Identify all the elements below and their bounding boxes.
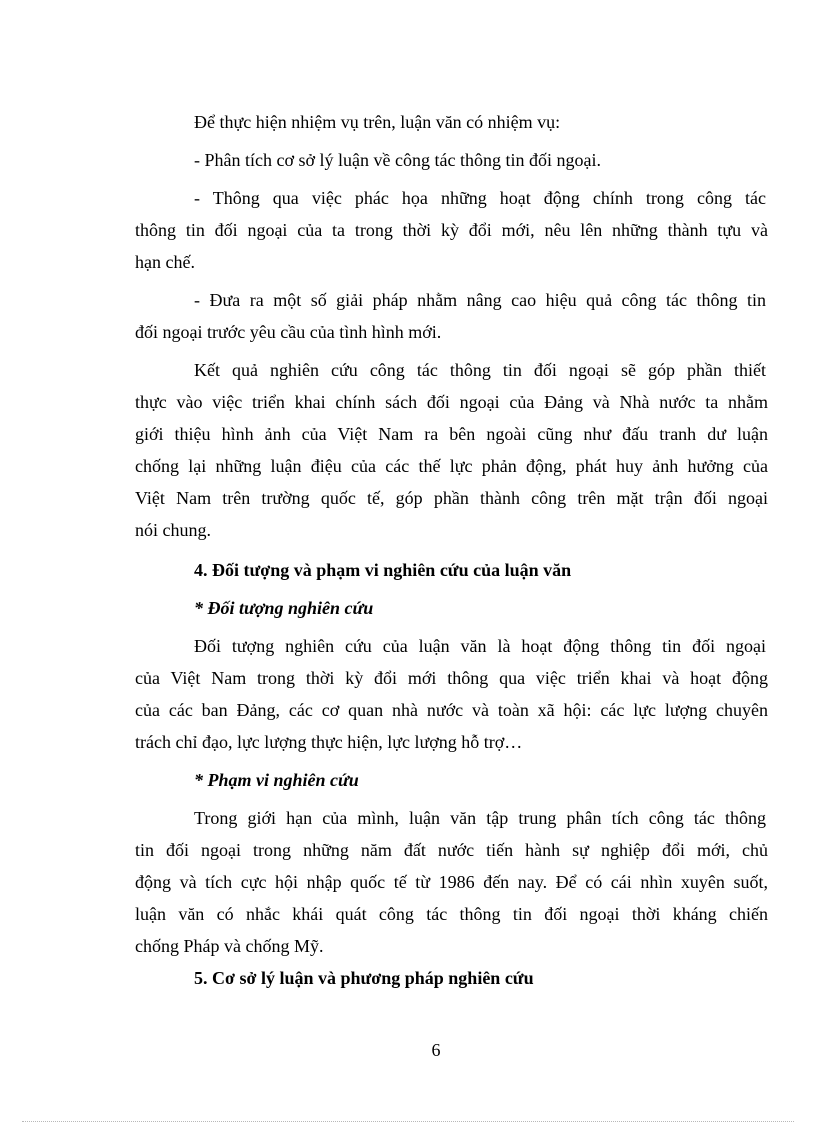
paragraph-line: - Đưa ra một số giải pháp nhằm nâng cao hiệu quả công tác thông tin [194, 290, 766, 310]
paragraph-line: Để thực hiện nhiệm vụ trên, luận văn có nhiệm vụ: [194, 112, 561, 132]
paragraph-line: giới thiệu hình ảnh của Việt Nam ra bên ngoài cũng như đấu tranh dư luận [135, 424, 768, 444]
page-bottom-divider [22, 1121, 794, 1122]
paragraph-line: của các ban Đảng, các cơ quan nhà nước và toàn xã hội: các lực lượng chuyên [135, 700, 768, 720]
paragraph-line: của Việt Nam trong thời kỳ đổi mới thông qua việc triển khai và hoạt động [135, 668, 768, 688]
paragraph-line: chống Pháp và chống Mỹ. [135, 936, 324, 956]
paragraph-line: Kết quả nghiên cứu công tác thông tin đối ngoại sẽ góp phần thiết [194, 360, 766, 380]
paragraph-line: thực vào việc triển khai chính sách đối ngoại của Đảng và Nhà nước ta nhằm [135, 392, 768, 412]
paragraph-line: chống lại những luận điệu của các thế lực phản động, phát huy ảnh hưởng của [135, 456, 768, 476]
subsection-heading: * Đối tượng nghiên cứu [194, 598, 374, 618]
paragraph-line: Đối tượng nghiên cứu của luận văn là hoạt động thông tin đối ngoại [194, 636, 766, 656]
paragraph-line: động và tích cực hội nhập quốc tế từ 1986 đến nay. Để có cái nhìn xuyên suốt, [135, 872, 768, 892]
paragraph-line: tin đối ngoại trong những năm đất nước tiến hành sự nghiệp đổi mới, chủ [135, 840, 768, 860]
paragraph-line: hạn chế. [135, 252, 195, 272]
paragraph-line: trách chỉ đạo, lực lượng thực hiện, lực lượng hỗ trợ… [135, 732, 523, 752]
paragraph-line: luận văn có nhắc khái quát công tác thông tin đối ngoại thời kháng chiến [135, 904, 768, 924]
paragraph-line: Việt Nam trên trường quốc tế, góp phần thành công trên mặt trận đối ngoại [135, 488, 768, 508]
page-number: 6 [431, 1040, 441, 1060]
paragraph-line: Trong giới hạn của mình, luận văn tập trung phân tích công tác thông [194, 808, 766, 828]
paragraph-line: - Phân tích cơ sở lý luận về công tác thông tin đối ngoại. [194, 150, 601, 170]
paragraph-line: đối ngoại trước yêu cầu của tình hình mới. [135, 322, 442, 342]
section-heading: 4. Đối tượng và phạm vi nghiên cứu của luận văn [194, 560, 572, 580]
paragraph-line: - Thông qua việc phác họa những hoạt động chính trong công tác [194, 188, 766, 208]
section-heading: 5. Cơ sở lý luận và phương pháp nghiên cứu [194, 968, 534, 988]
paragraph-line: nói chung. [135, 520, 211, 540]
subsection-heading: * Phạm vi nghiên cứu [194, 770, 359, 790]
paragraph-line: thông tin đối ngoại của ta trong thời kỳ đổi mới, nêu lên những thành tựu và [135, 220, 768, 240]
